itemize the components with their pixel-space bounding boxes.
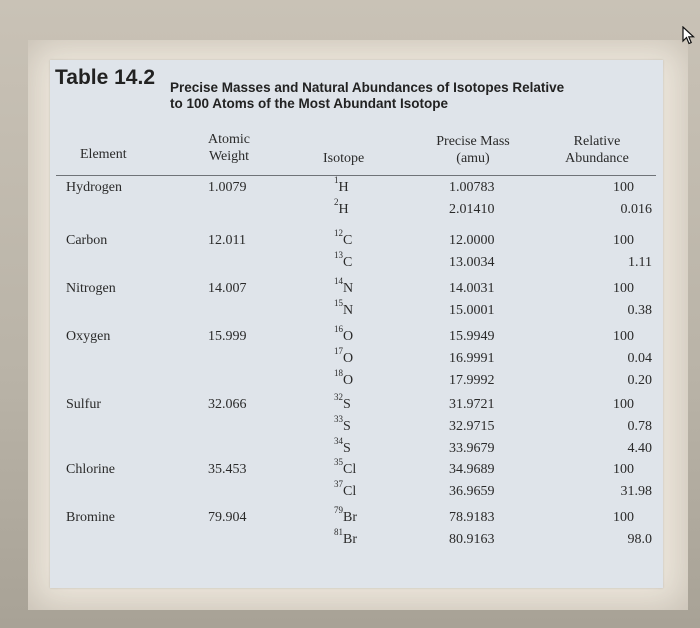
header-atomic-weight bbox=[196, 131, 262, 165]
isotope-element-symbol: Br bbox=[343, 510, 357, 525]
precise-mass: 14.0031 bbox=[449, 281, 495, 296]
atomic-weight: 35.453 bbox=[208, 462, 247, 477]
relative-abundance: 100 bbox=[613, 281, 634, 296]
isotope-symbol bbox=[334, 370, 353, 392]
isotope-mass-number: 2 bbox=[334, 197, 339, 208]
header-atomic-weight-line-2: Weight bbox=[208, 149, 250, 164]
isotope-element-symbol: O bbox=[343, 329, 354, 344]
precise-mass: 36.9659 bbox=[449, 484, 495, 499]
precise-mass: 15.0001 bbox=[449, 303, 495, 318]
relative-abundance: 100 bbox=[613, 329, 634, 344]
isotope-mass-number: 15 bbox=[334, 298, 343, 309]
isotope-element-symbol: C bbox=[343, 233, 353, 248]
isotope-mass-number: 17 bbox=[334, 346, 343, 357]
header-rule bbox=[56, 175, 656, 176]
relative-abundance: 100 bbox=[613, 462, 634, 477]
element-name: Bromine bbox=[66, 510, 115, 525]
isotope-mass-number: 32 bbox=[334, 392, 343, 403]
isotope-element-symbol: O bbox=[343, 351, 354, 366]
isotope-mass-number: 12 bbox=[334, 228, 343, 239]
isotope-symbol bbox=[334, 177, 349, 199]
isotope-element-symbol: S bbox=[343, 419, 351, 434]
isotope-mass-number: 33 bbox=[334, 414, 343, 425]
isotope-symbol bbox=[334, 416, 351, 438]
element-name: Carbon bbox=[66, 233, 108, 248]
isotope-element-symbol: N bbox=[343, 303, 354, 318]
isotope-element-symbol: S bbox=[343, 441, 351, 456]
header-relative-abundance bbox=[553, 133, 641, 167]
isotope-symbol bbox=[334, 326, 353, 348]
header-element: Element bbox=[80, 147, 127, 162]
isotope-mass-number: 81 bbox=[334, 527, 343, 538]
precise-mass: 78.9183 bbox=[449, 510, 495, 525]
header-precise-mass bbox=[418, 133, 528, 167]
isotope-mass-number: 37 bbox=[334, 479, 343, 490]
relative-abundance: 98.0 bbox=[627, 532, 652, 547]
isotope-mass-number: 18 bbox=[334, 368, 343, 379]
isotope-symbol bbox=[334, 507, 357, 529]
isotope-symbol bbox=[334, 481, 356, 503]
isotope-symbol bbox=[334, 278, 353, 300]
atomic-weight: 14.007 bbox=[208, 281, 247, 296]
element-name: Sulfur bbox=[66, 397, 101, 412]
header-precise-mass-line-2: (amu) bbox=[456, 151, 490, 166]
isotope-element-symbol: C bbox=[343, 255, 353, 270]
isotope-element-symbol: O bbox=[343, 373, 354, 388]
relative-abundance: 0.38 bbox=[627, 303, 652, 318]
isotope-element-symbol: Cl bbox=[343, 484, 357, 499]
precise-mass: 1.00783 bbox=[449, 180, 495, 195]
precise-mass: 34.9689 bbox=[449, 462, 495, 477]
isotope-mass-number: 14 bbox=[334, 276, 343, 287]
relative-abundance: 31.98 bbox=[620, 484, 652, 499]
isotope-mass-number: 35 bbox=[334, 457, 343, 468]
precise-mass: 13.0034 bbox=[449, 255, 495, 270]
header-precise-mass-line-1: Precise Mass bbox=[436, 134, 510, 149]
isotope-mass-number: 34 bbox=[334, 436, 343, 447]
atomic-weight: 32.066 bbox=[208, 397, 247, 412]
isotope-symbol bbox=[334, 300, 353, 322]
isotope-symbol bbox=[334, 529, 357, 551]
isotope-mass-number: 13 bbox=[334, 250, 343, 261]
isotope-symbol bbox=[334, 394, 351, 416]
atomic-weight: 1.0079 bbox=[208, 180, 247, 195]
header-relative-abundance-line-1: Relative bbox=[573, 134, 621, 149]
relative-abundance: 100 bbox=[613, 510, 634, 525]
isotope-element-symbol: S bbox=[343, 397, 351, 412]
precise-mass: 80.9163 bbox=[449, 532, 495, 547]
atomic-weight: 12.011 bbox=[208, 233, 246, 248]
element-name: Chlorine bbox=[66, 462, 115, 477]
header-isotope: Isotope bbox=[323, 151, 365, 166]
isotope-mass-number: 16 bbox=[334, 324, 343, 335]
precise-mass: 33.9679 bbox=[449, 441, 495, 456]
relative-abundance: 100 bbox=[613, 397, 634, 412]
element-name: Oxygen bbox=[66, 329, 111, 344]
isotope-element-symbol: H bbox=[338, 180, 349, 195]
relative-abundance: 100 bbox=[613, 233, 634, 248]
isotope-element-symbol: Br bbox=[343, 532, 357, 547]
precise-mass: 12.0000 bbox=[449, 233, 495, 248]
relative-abundance: 0.04 bbox=[627, 351, 652, 366]
relative-abundance: 4.40 bbox=[627, 441, 652, 456]
header-relative-abundance-line-2: Abundance bbox=[565, 151, 629, 166]
relative-abundance: 1.11 bbox=[628, 255, 652, 270]
element-name: Nitrogen bbox=[66, 281, 116, 296]
table-title-line-2: to 100 Atoms of the Most Abundant Isotope bbox=[170, 96, 448, 111]
isotope-symbol bbox=[334, 348, 353, 370]
table-label: Table 14.2 bbox=[55, 66, 155, 89]
isotope-element-symbol: H bbox=[338, 202, 349, 217]
precise-mass: 32.9715 bbox=[449, 419, 495, 434]
precise-mass: 15.9949 bbox=[449, 329, 495, 344]
isotope-mass-number: 1 bbox=[334, 175, 339, 186]
relative-abundance: 0.20 bbox=[627, 373, 652, 388]
relative-abundance: 0.78 bbox=[627, 419, 652, 434]
precise-mass: 31.9721 bbox=[449, 397, 495, 412]
mouse-pointer-icon bbox=[682, 26, 696, 46]
atomic-weight: 79.904 bbox=[208, 510, 247, 525]
isotope-mass-number: 79 bbox=[334, 505, 343, 516]
header-atomic-weight-line-1: Atomic bbox=[208, 132, 250, 147]
atomic-weight: 15.999 bbox=[208, 329, 247, 344]
precise-mass: 16.9991 bbox=[449, 351, 495, 366]
isotope-symbol bbox=[334, 459, 356, 481]
isotope-symbol bbox=[334, 199, 349, 221]
element-name: Hydrogen bbox=[66, 180, 122, 195]
isotope-symbol bbox=[334, 230, 352, 252]
precise-mass: 17.9992 bbox=[449, 373, 495, 388]
isotope-symbol bbox=[334, 252, 352, 274]
relative-abundance: 0.016 bbox=[620, 202, 652, 217]
isotope-element-symbol: N bbox=[343, 281, 354, 296]
precise-mass: 2.01410 bbox=[449, 202, 495, 217]
table-title-line-1: Precise Masses and Natural Abundances of Isotopes Relative bbox=[170, 80, 565, 95]
relative-abundance: 100 bbox=[613, 180, 634, 195]
isotope-element-symbol: Cl bbox=[343, 462, 357, 477]
